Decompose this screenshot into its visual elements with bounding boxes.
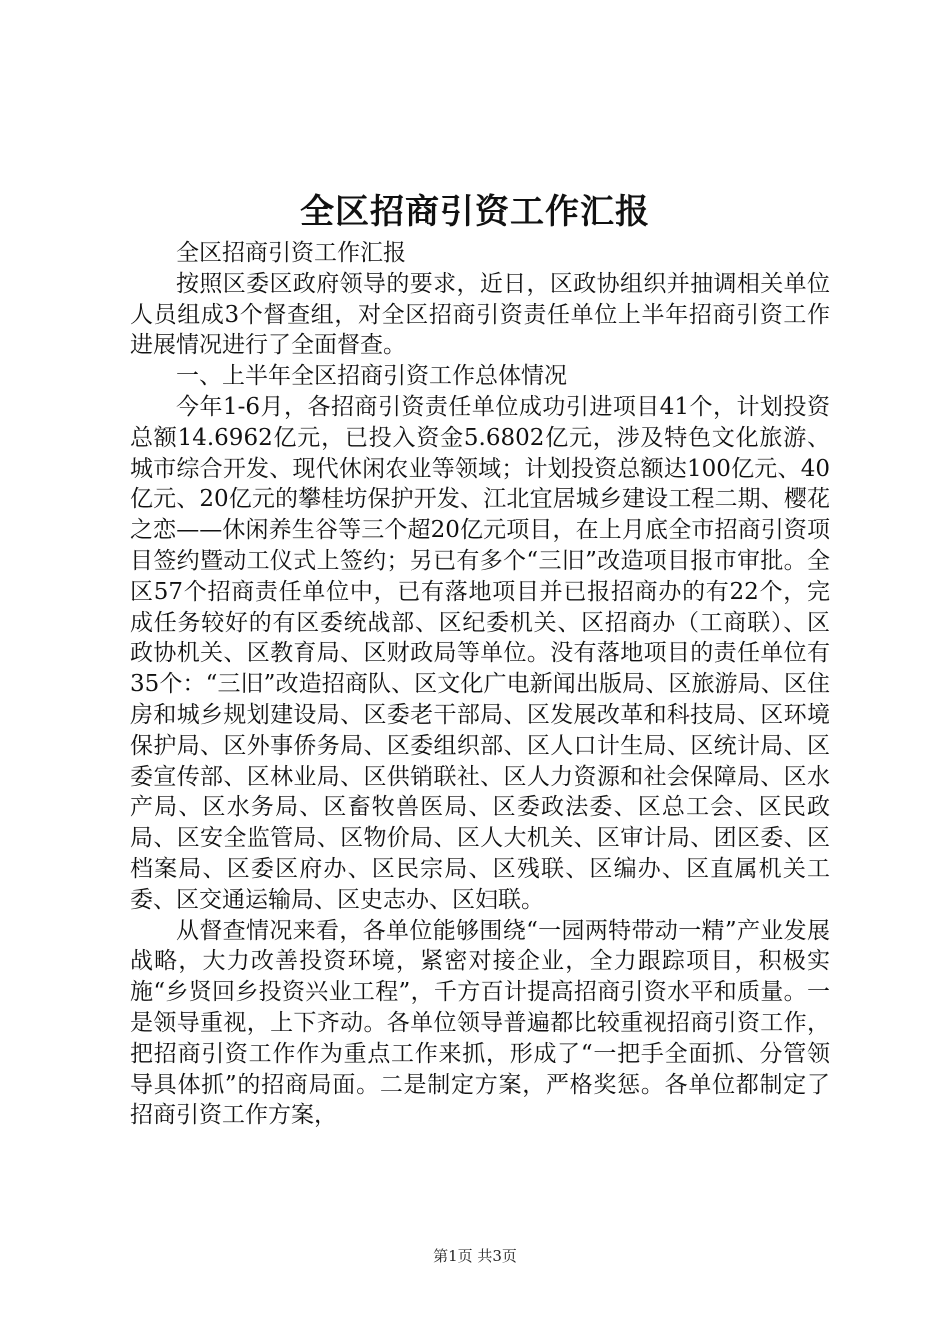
document-body (130, 238, 830, 1131)
document-title: 全区招商引资工作汇报 (300, 192, 650, 232)
paragraph-intro: 按照区委区政府领导的要求，近日，区政协组织并抽调相关单位人员组成3个督查组，对全区招商引资责任单位上半年招商引资工作进展情况进行了全面督查。 (130, 270, 830, 359)
paragraph-overview: 今年1-6月，各招商引资责任单位成功引进项目41个，计划投资总额14.6962亿元，已投入资金5.6802亿元，涉及特色文化旅游、城市综合开发、现代休闲农业等领域；计划投资总额达100亿元、40亿元、20亿元的攀桂坊保护开发、江北宜居城乡建设工程二期、樱花之恋——休闲养生谷等三个超20亿元项目，在上月底全市招商引资项目签约暨动工仪式上签约；另已有多个“三旧”改造项目报市审批。全区57个招商责任单位中，已有落地项目并已报招商办的有22个，完成任务较好的有区委统战部、区纪委机关、区招商办（工商联）、区政协机关、区教育局、区财政局等单位。没有落地项目的责任单位有35个：“三旧”改造招商队、区文化广电新闻出版局、区旅游局、区住房和城乡规划建设局、区委老干部局、区发展改革和科技局、区环境保护局、区外事侨务局、区委组织部、区人口计生局、区统计局、区委宣传部、区林业局、区供销联社、区人力资源和社会保障局、区水产局、区水务局、区畜牧兽医局、区委政法委、区总工会、区民政局、区安全监管局、区物价局、区人大机关、区审计局、团区委、区档案局、区委区府办、区民宗局、区残联、区编办、区直属机关工委、区交通运输局、区史志办、区妇联。 (130, 393, 830, 913)
section-heading-1: 一、上半年全区招商引资工作总体情况 (176, 363, 567, 390)
page-footer: 第1页 共3页 (433, 1247, 517, 1265)
paragraph-inspection: 从督查情况来看，各单位能够围绕“一园两特带动一精”产业发展战略，大力改善投资环境，紧密对接企业，全力跟踪项目，积极实施“乡贤回乡投资兴业工程”，千方百计提高招商引资水平和质量。一是领导重视，上下齐动。各单位领导普遍都比较重视招商引资工作，把招商引资工作作为重点工作来抓，形成了“一把手全面抓、分管领导具体抓”的招商局面。二是制定方案，严格奖惩。各单位都制定了招商引资工作方案， (130, 917, 830, 1129)
paragraph-heading-repeat: 全区招商引资工作汇报 (176, 240, 406, 266)
